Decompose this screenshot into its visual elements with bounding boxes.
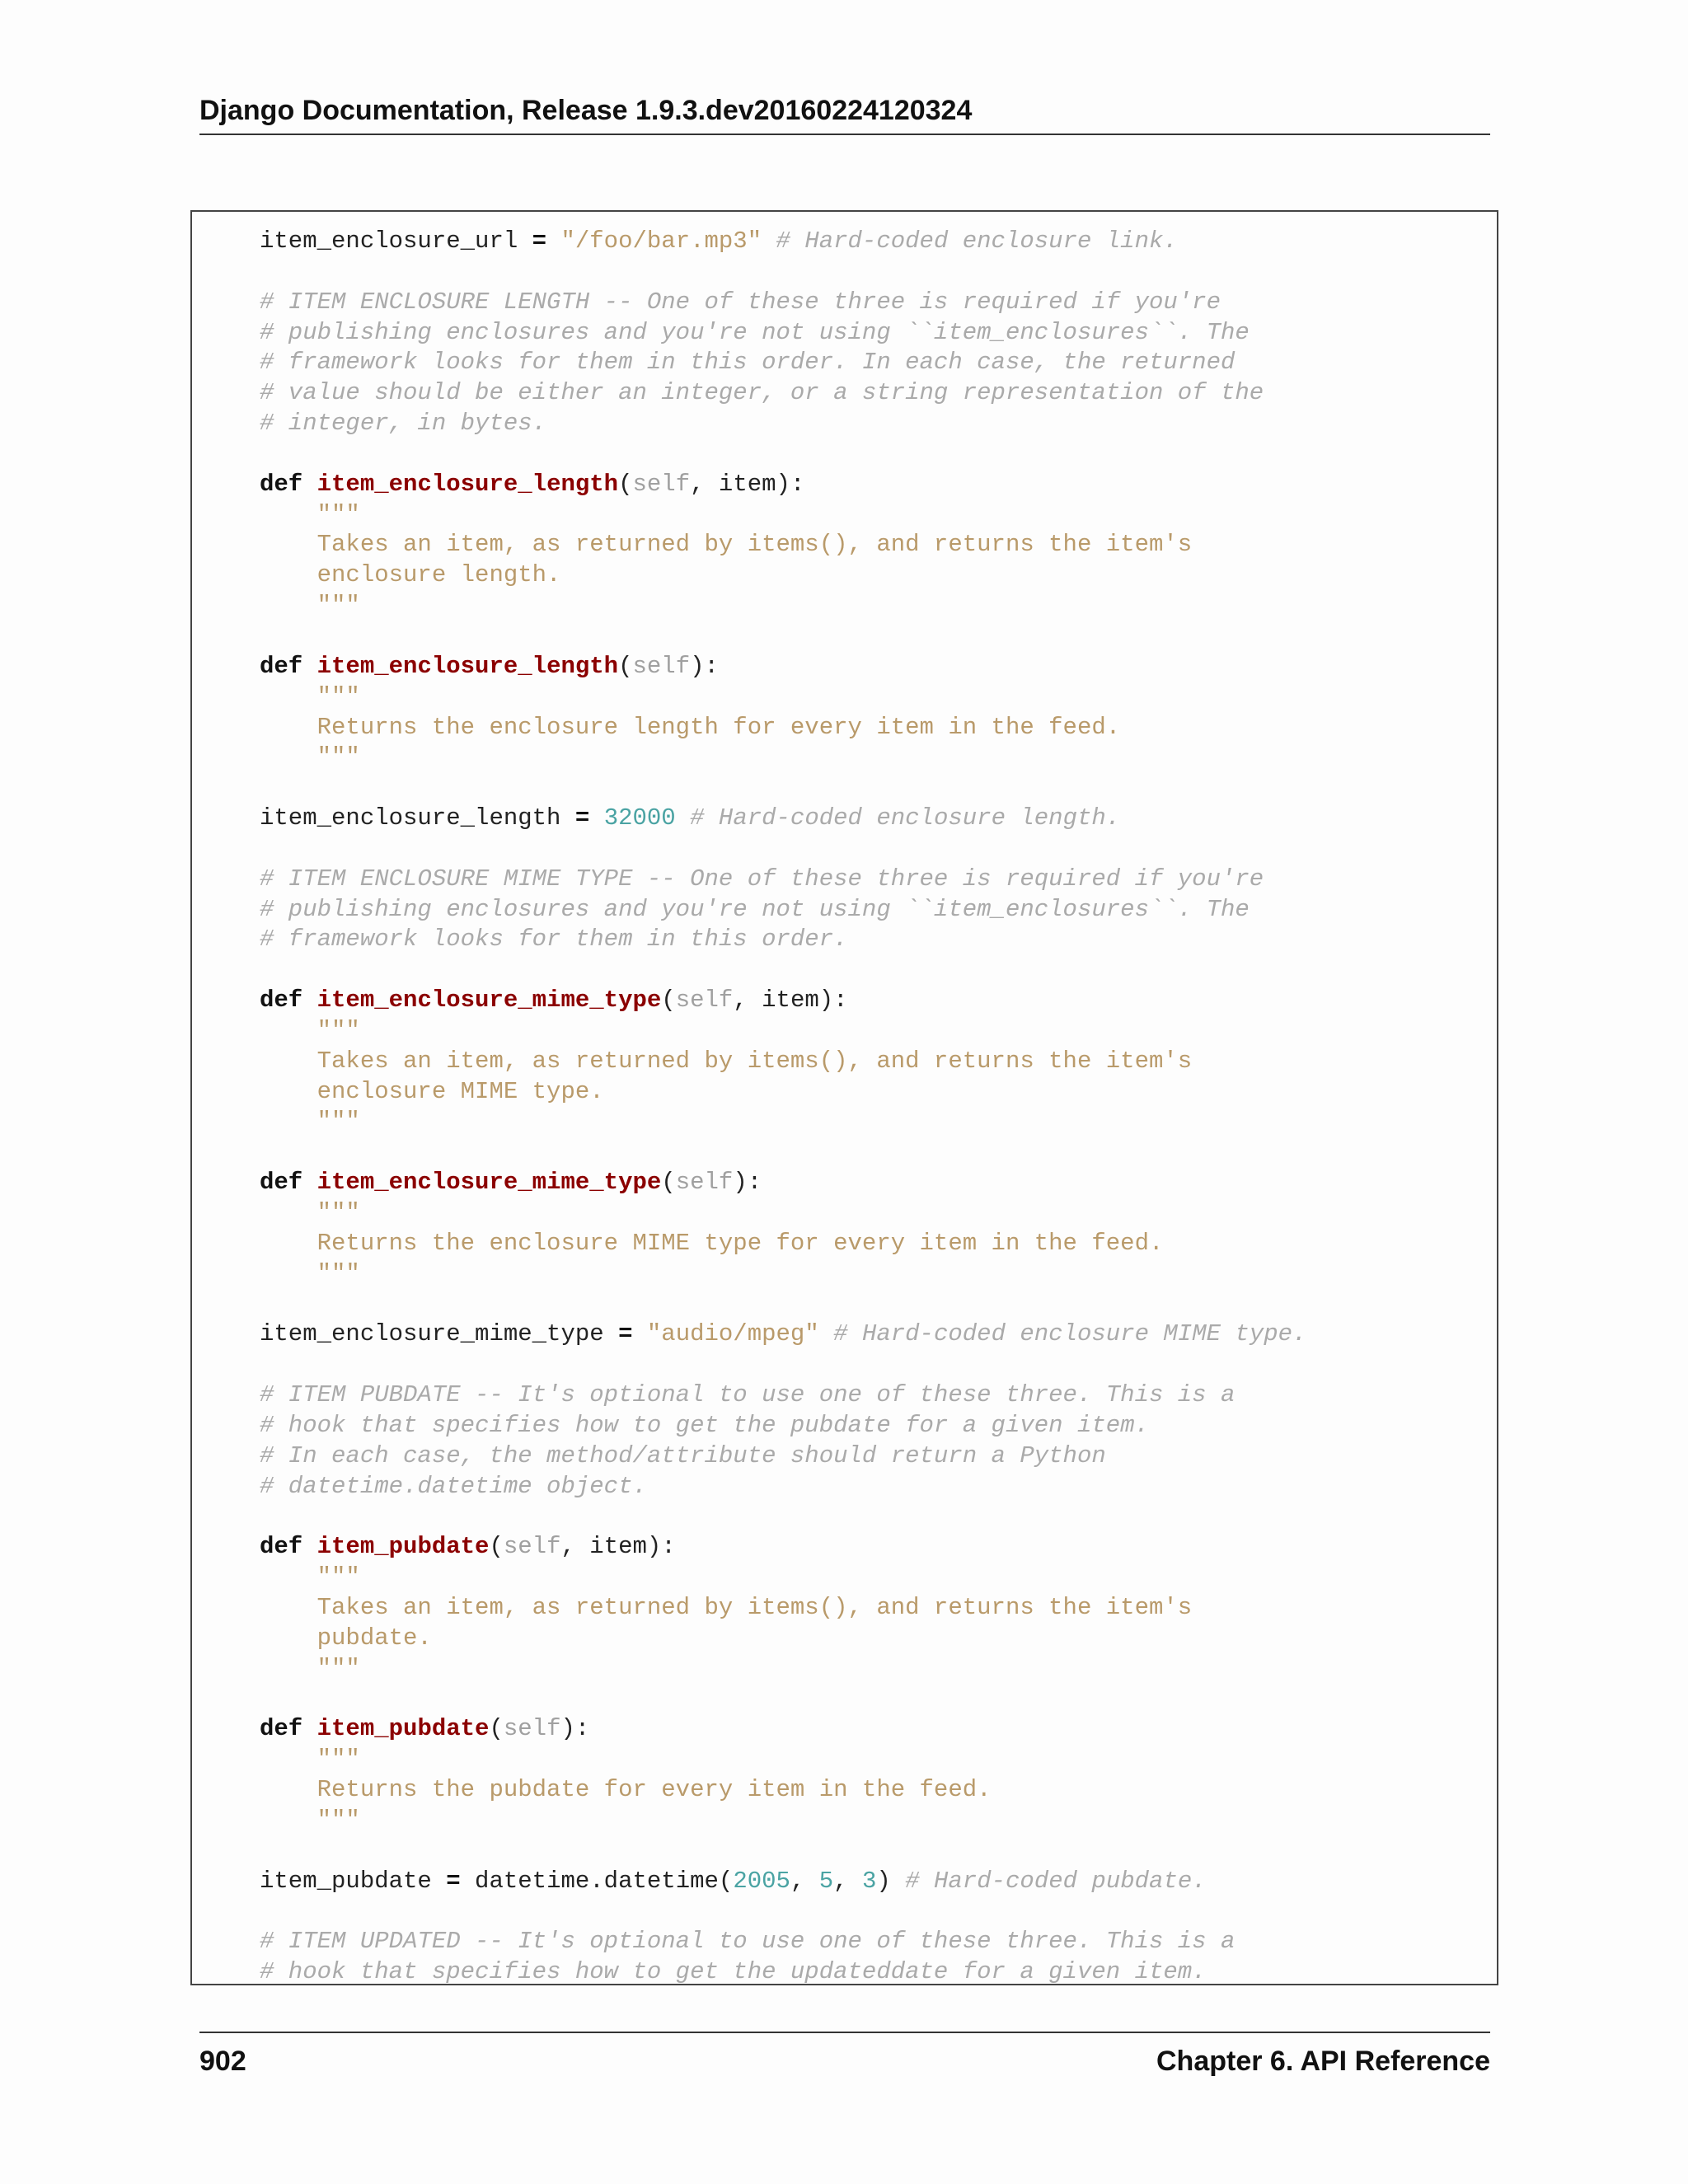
code-token: # integer, in bytes. [260, 410, 547, 438]
code-token: = [532, 227, 547, 255]
code-token: # datetime.datetime object. [260, 1472, 647, 1500]
code-line [260, 348, 1306, 378]
code-line [260, 1137, 1306, 1168]
code-token: = [574, 804, 590, 832]
code-token: def [260, 1715, 303, 1743]
code-line [260, 1775, 1306, 1806]
code-line [260, 257, 1306, 288]
code-token: """ [260, 1563, 360, 1591]
code-line [260, 1563, 1306, 1593]
code-token: datetime.datetime( [460, 1867, 734, 1895]
code-token: 2005 [733, 1867, 790, 1895]
code-token: """ [260, 1016, 360, 1044]
code-token: , [833, 1867, 862, 1895]
code-line [260, 1532, 1306, 1563]
code-token: item_enclosure_mime_type [260, 1320, 619, 1348]
code-token: self [632, 652, 691, 680]
code-token [302, 471, 316, 498]
code-token: # hook that specifies how to get the updateddate for a given item. [260, 1958, 1207, 1985]
code-line [260, 530, 1306, 560]
code-line [260, 1350, 1306, 1380]
code-line [260, 1685, 1306, 1715]
code-line [260, 1168, 1306, 1198]
code-line [260, 470, 1306, 500]
code-token: self [675, 987, 734, 1015]
code-token: """ [260, 1806, 360, 1834]
code-line [260, 1016, 1306, 1047]
code-token: item_pubdate [260, 1867, 447, 1895]
code-token: item_enclosure_length [316, 652, 619, 680]
code-token: "audio/mpeg" [646, 1320, 819, 1348]
code-token: def [260, 1533, 303, 1561]
code-line [260, 1319, 1306, 1350]
code-line [260, 378, 1306, 409]
code-line [260, 1411, 1306, 1441]
code-token: ( [661, 987, 676, 1015]
code-line [260, 1047, 1306, 1077]
code-line [260, 1806, 1306, 1836]
code-token: ( [618, 470, 633, 498]
code-token: """ [260, 592, 360, 620]
code-line [260, 895, 1306, 926]
code-token: 5 [818, 1867, 834, 1895]
code-line [260, 1198, 1306, 1229]
code-line [260, 1867, 1306, 1897]
code-token: self [503, 1533, 561, 1561]
code-line [260, 439, 1306, 470]
code-token [676, 804, 690, 832]
code-line [260, 1259, 1306, 1290]
code-token: # ITEM ENCLOSURE MIME TYPE -- One of these three is required if you're [260, 865, 1264, 893]
code-token: , [790, 1867, 819, 1895]
code-token: 32000 [603, 804, 676, 832]
code-line [260, 1502, 1306, 1532]
code-token: item_enclosure_mime_type [316, 987, 662, 1015]
code-line [260, 743, 1306, 773]
code-line [260, 1229, 1306, 1259]
code-line [260, 1593, 1306, 1624]
code-line [260, 227, 1306, 257]
code-token: def [260, 652, 303, 680]
code-line [260, 1745, 1306, 1775]
code-token: self [632, 470, 691, 498]
code-line [260, 621, 1306, 652]
code-listing [260, 227, 1306, 1985]
code-token [632, 1320, 646, 1347]
code-token [762, 227, 776, 255]
code-token: ) [876, 1867, 906, 1895]
code-token: item_enclosure_mime_type [316, 1169, 662, 1197]
code-token: ( [661, 1169, 676, 1197]
code-token: def [260, 1169, 303, 1197]
code-token: # hook that specifies how to get the pubdate for a given item. [260, 1411, 1149, 1439]
code-token: self [675, 1169, 734, 1197]
code-token: ( [489, 1715, 504, 1743]
code-token: item_pubdate [316, 1533, 490, 1561]
code-line [260, 834, 1306, 865]
code-token: ): [690, 652, 719, 680]
page-header [199, 89, 1490, 135]
code-token: # Hard-coded enclosure MIME type. [833, 1320, 1307, 1348]
code-line [260, 955, 1306, 986]
code-token: item_enclosure_length [316, 470, 619, 498]
code-line [260, 652, 1306, 682]
code-token: """ [260, 1108, 360, 1136]
code-line [260, 1836, 1306, 1867]
code-token: 3 [861, 1867, 877, 1895]
code-token: , item): [690, 470, 805, 498]
code-token [302, 1169, 316, 1196]
code-token: # publishing enclosures and you're not using ``item_enclosures``. The [260, 895, 1250, 923]
code-token: # In each case, the method/attribute should return a Python [260, 1441, 1106, 1469]
code-token: Returns the enclosure length for every item in the feed. [260, 713, 1121, 741]
code-line [260, 1927, 1306, 1957]
code-line [260, 1441, 1306, 1472]
code-line [260, 1290, 1306, 1320]
code-token: enclosure MIME type. [260, 1077, 604, 1105]
code-token: , item): [560, 1533, 676, 1561]
code-token: = [446, 1867, 461, 1895]
code-line [260, 1896, 1306, 1927]
code-line [260, 773, 1306, 804]
code-block [190, 210, 1498, 1985]
code-token: # ITEM PUBDATE -- It's optional to use one of these three. This is a [260, 1381, 1236, 1409]
code-token [302, 1533, 316, 1560]
code-token: ): [560, 1715, 590, 1743]
code-token [302, 1715, 316, 1742]
code-token [589, 804, 603, 832]
code-token: # framework looks for them in this order. [260, 926, 848, 954]
code-token: """ [260, 1746, 360, 1774]
code-token: pubdate. [260, 1624, 432, 1652]
code-line [260, 1714, 1306, 1745]
code-line [260, 1107, 1306, 1137]
code-line [260, 804, 1306, 834]
code-token: """ [260, 743, 360, 771]
code-line [260, 713, 1306, 743]
code-token: Takes an item, as returned by items(), and returns the item's [260, 1047, 1193, 1075]
code-token: item_enclosure_length [260, 804, 575, 832]
code-token: """ [260, 1259, 360, 1287]
code-line [260, 865, 1306, 895]
code-token: # Hard-coded enclosure length. [690, 804, 1121, 832]
code-token: item_pubdate [316, 1715, 490, 1743]
code-line [260, 1380, 1306, 1411]
code-token: self [503, 1715, 561, 1743]
code-token: """ [260, 500, 360, 528]
code-token: , item): [733, 987, 848, 1015]
code-line [260, 986, 1306, 1016]
code-line [260, 1624, 1306, 1654]
code-token [819, 1320, 833, 1347]
code-token: Takes an item, as returned by items(), and returns the item's [260, 1593, 1193, 1621]
code-line [260, 1654, 1306, 1685]
code-token: Returns the enclosure MIME type for every item in the feed. [260, 1229, 1164, 1257]
code-token [302, 653, 316, 680]
code-token: Takes an item, as returned by items(), and returns the item's [260, 531, 1193, 559]
code-line [260, 560, 1306, 591]
chapter-title: Chapter 6. API Reference [1156, 2046, 1490, 2077]
document-title: Django Documentation, Release 1.9.3.dev20160224120324 [199, 95, 973, 126]
code-token: enclosure length. [260, 561, 561, 589]
code-token: # framework looks for them in this order. In each case, the returned [260, 349, 1236, 377]
code-token: item_enclosure_url [260, 227, 532, 255]
code-token: ( [618, 652, 633, 680]
code-token: """ [260, 1654, 360, 1682]
code-token: = [618, 1320, 633, 1348]
code-token: Returns the pubdate for every item in the feed. [260, 1776, 992, 1804]
code-line [260, 925, 1306, 955]
code-token: # Hard-coded pubdate. [905, 1867, 1207, 1895]
page-footer [199, 2032, 1490, 2077]
code-line [260, 1472, 1306, 1502]
code-token: # value should be either an integer, or a string representation of the [260, 379, 1264, 407]
code-token: # Hard-coded enclosure link. [776, 227, 1178, 255]
code-token: # ITEM UPDATED -- It's optional to use one of these three. This is a [260, 1928, 1236, 1956]
code-token: ( [489, 1533, 504, 1561]
code-line [260, 1077, 1306, 1108]
code-line [260, 500, 1306, 531]
code-token: """ [260, 682, 360, 710]
code-line [260, 682, 1306, 713]
code-token [302, 987, 316, 1014]
code-token: ): [733, 1169, 762, 1197]
code-line [260, 288, 1306, 318]
code-line [260, 591, 1306, 621]
code-token: def [260, 987, 303, 1015]
code-token: # publishing enclosures and you're not using ``item_enclosures``. The [260, 318, 1250, 346]
code-line [260, 409, 1306, 439]
code-line [260, 318, 1306, 349]
page-number: 902 [199, 2046, 246, 2077]
code-token: def [260, 470, 303, 498]
code-token: """ [260, 1199, 360, 1226]
code-token: "/foo/bar.mp3" [560, 227, 762, 255]
code-token: # ITEM ENCLOSURE LENGTH -- One of these three is required if you're [260, 288, 1221, 316]
code-token [546, 227, 560, 255]
code-line [260, 1957, 1306, 1985]
